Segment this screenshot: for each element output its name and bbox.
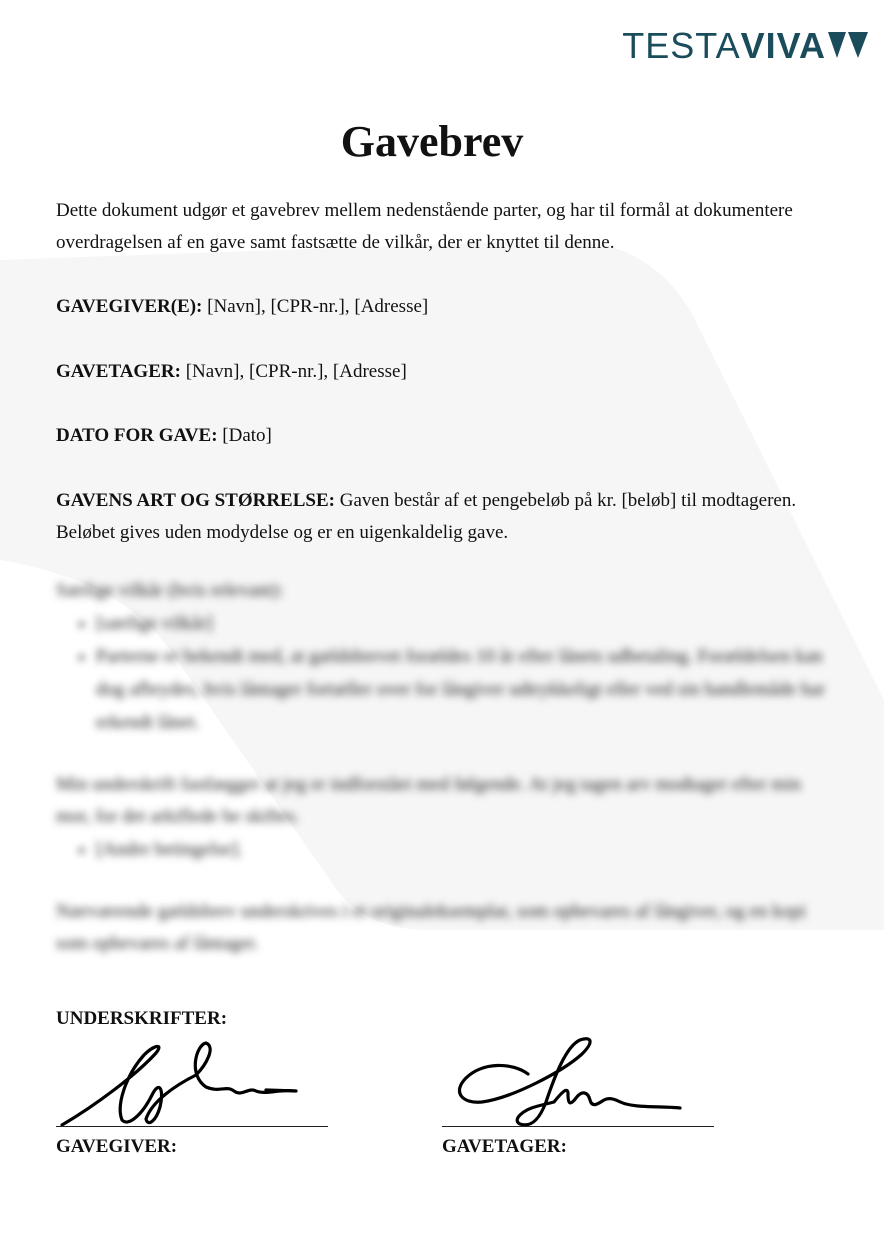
logo-text-viva: VIVA [740, 25, 826, 66]
blurred-terms-heading: Særlige vilkår (hvis relevant): [56, 580, 284, 601]
triangle-mark-icon [828, 32, 868, 60]
giver-label: GAVEGIVER(E): [56, 296, 203, 317]
giver-line [56, 291, 836, 323]
list-item: • [Andre betingelse]. [96, 833, 836, 866]
gift-kind-line [56, 485, 836, 549]
taker-signature [442, 1032, 702, 1132]
testaviva-logo [622, 26, 868, 66]
date-line [56, 420, 836, 452]
intro-paragraph: Dette dokument udgør et gavebrev mellem nedenstående parter, og har til formål at dokumentere overdragelsen af en gave samt fastsætte de vilkår, der er knyttet til denne. [56, 200, 793, 253]
blurred-paragraph: Min underskrift fastlægger at jeg er indforstået med følgende. At jeg tagen arv modtager efter min mor, for det arkiflede be skiftes. [56, 774, 801, 827]
giver-signature [56, 1035, 326, 1130]
gift-kind-value: Gaven består af et pengebeløb på kr. [beløb] til modtageren. Beløbet gives uden modydelse og er en uigenkaldelig gave. [56, 490, 797, 543]
giver-signature-line [56, 1126, 328, 1127]
list-item: • [særlige vilkår] [96, 607, 836, 640]
list-item: • Parterne er bekendt med, at gældsbrevet forældes 10 år efter lånets udbetaling. Forældelsen kan dog afbrydes, hvis låntager fortæller over for långiver udtrykkeligt eller ved sin handlemåde har erkendt lånet. [96, 640, 836, 739]
giver-value: [Navn], [CPR-nr.], [Adresse] [202, 296, 429, 317]
giver-signature-label: GAVEGIVER: [56, 1136, 178, 1157]
taker-signature-line [442, 1126, 714, 1127]
date-label: DATO FOR GAVE: [56, 425, 218, 446]
taker-signature-label: GAVETAGER: [442, 1136, 567, 1157]
blurred-closing-paragraph: Nærværende gældsbrev underskrives i et originaleksemplar, som opbevares af långiver, og en kopi som opbevares af låntager. [56, 901, 806, 954]
date-value: [Dato] [217, 425, 272, 446]
gift-kind-label: GAVENS ART OG STØRRELSE: [56, 490, 335, 511]
signatures-heading: UNDERSKRIFTER: [56, 1008, 228, 1029]
logo-text-testa: TESTA [622, 25, 741, 66]
blurred-terms-section [56, 575, 836, 960]
taker-line [56, 356, 836, 388]
blurred-terms-list-2 [56, 833, 836, 866]
taker-label: GAVETAGER: [56, 361, 181, 382]
blurred-terms-list [56, 607, 836, 739]
document-title: Gavebrev [340, 117, 524, 166]
taker-value: [Navn], [CPR-nr.], [Adresse] [180, 361, 407, 382]
